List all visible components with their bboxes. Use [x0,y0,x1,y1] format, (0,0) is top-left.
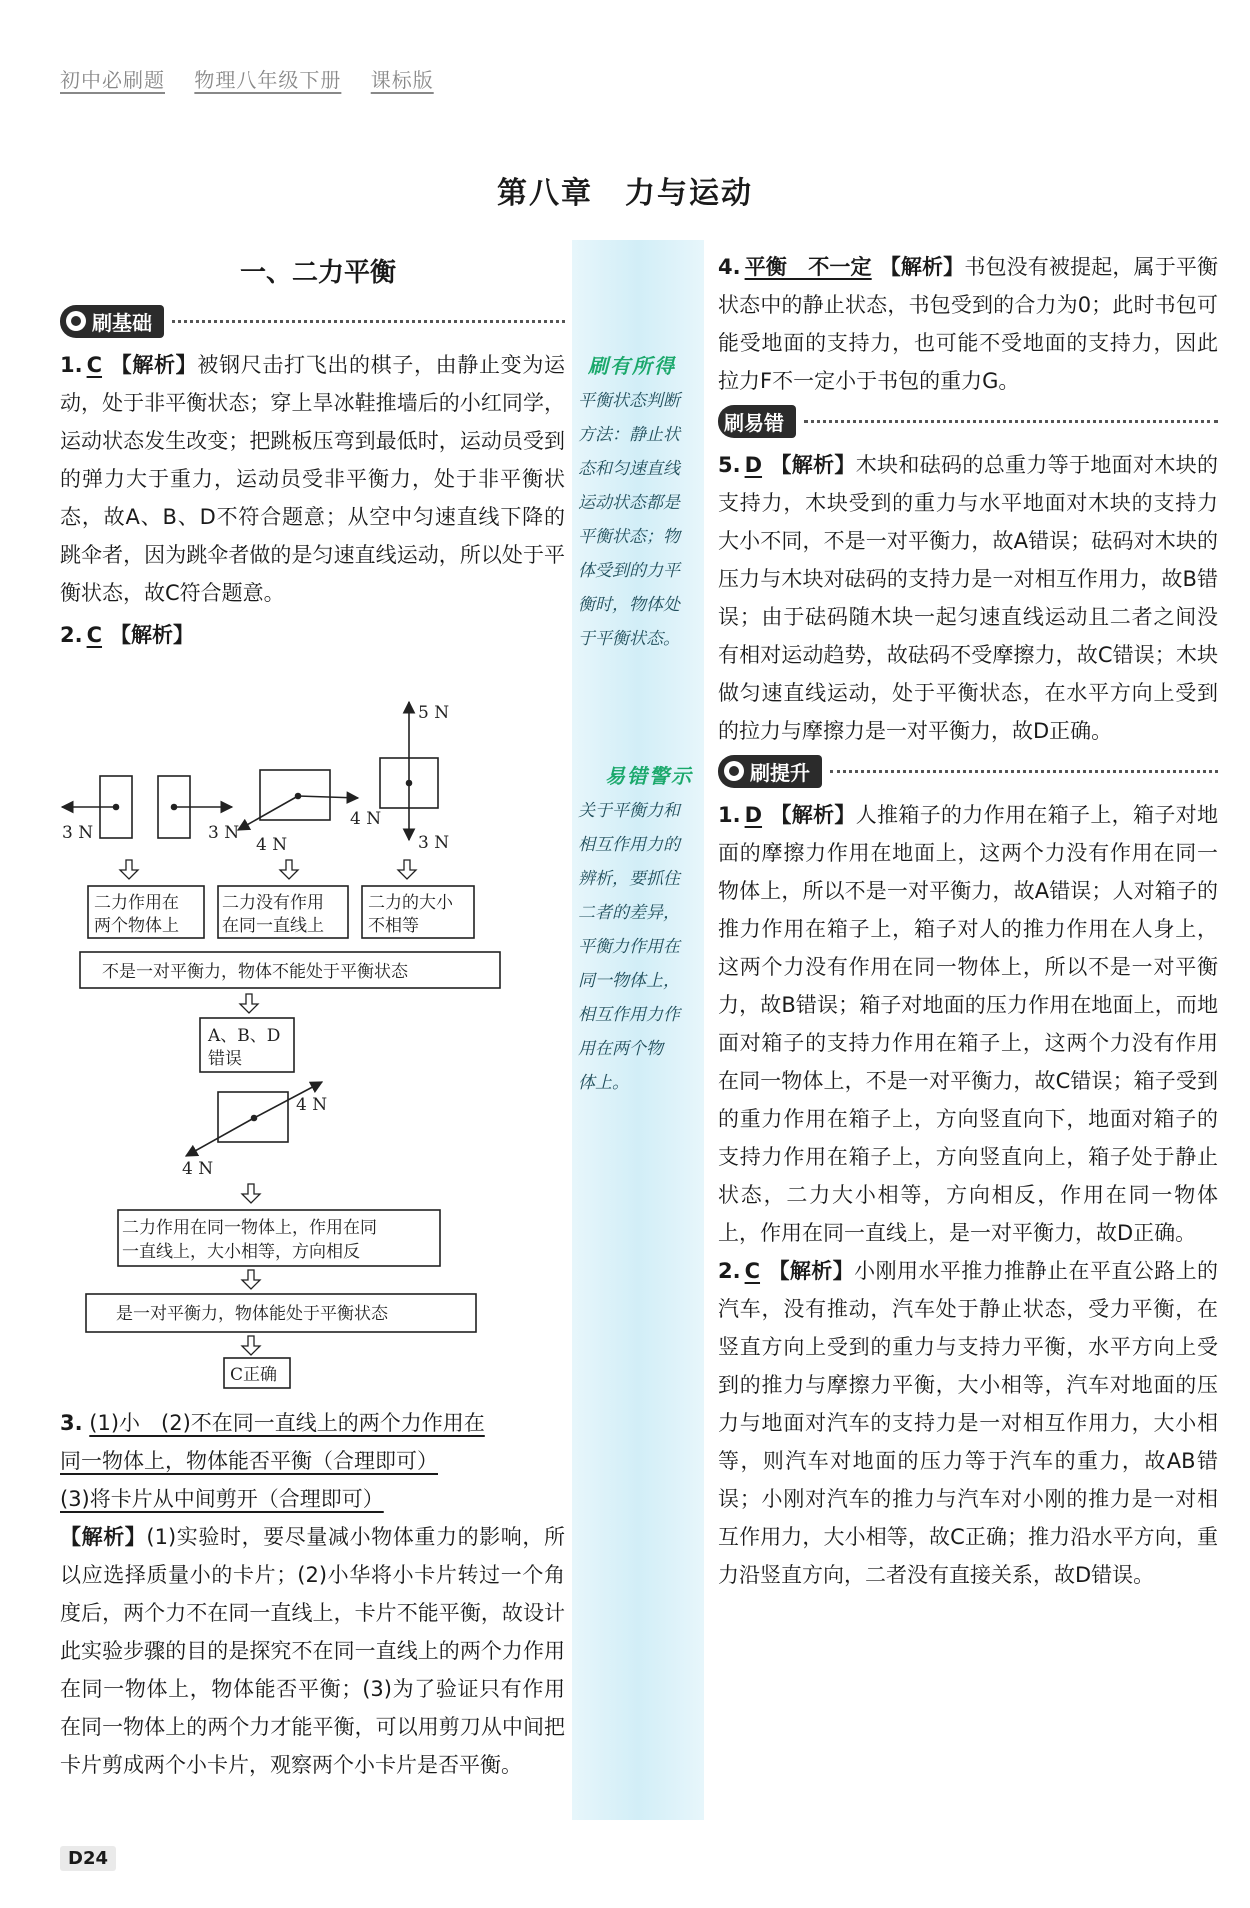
label-3n-down: 3 N [418,833,450,853]
tag-badge-icon [66,311,86,331]
page-number: D24 [60,1846,116,1871]
dotted-divider [804,420,1218,423]
force-analysis-diagram [60,690,560,1410]
advance-question-2: 2. C 【解析】小刚用水平推力推静止在平直公路上的汽车，没有推动，汽车处于静止状态，受力平衡，在竖直方向上受到的重力与支持力平衡，水平方向上受到的推力与摩擦力平衡，大小相等，汽车对地面的压力与地面对汽车的支持力是一对相互作用力，大小相等，则汽车对地面的压力等于汽车的重力，故AB错误；小刚对汽车的推力与汽车对小刚的推力是一对相互作用力，大小相等，故C正确；推力沿水平方向，重力沿竖直方向，二者没有直接关系，故D错误。 [718,1259,1218,1587]
svg-text:是一对平衡力，物体能处于平衡状态: 是一对平衡力，物体能处于平衡状态 [116,1304,388,1324]
svg-text:错误: 错误 [208,1049,242,1069]
svg-text:不是一对平衡力，物体不能处于平衡状态: 不是一对平衡力，物体不能处于平衡状态 [102,962,408,982]
tag-advance-row [718,754,1218,788]
advance-question-1: 1. D 【解析】人推箱子的力作用在箱子上，箱子对地面的摩擦力作用在地面上，这两个力没有作用在同一物体上，所以不是一对平衡力，故A错误；人对箱子的推力作用在箱子上，箱子对人的推力作用在人身上，这两个力没有作用在同一物体上，所以不是一对平衡力，故B错误；箱子对地面的压力作用在地面上，而地面对箱子的支持力作用在箱子上，这两个力没有作用在同一物体上，不是一对平衡力，故C错误；箱子受到的重力作用在箱子上，方向竖直向下，地面对箱子的支持力作用在箱子上，方向竖直向上，箱子处于静止状态，二力大小相等，方向相反，作用在同一物体上，作用在同一直线上，是一对平衡力，故D正确。 [718,803,1219,1245]
left-column [60,300,565,654]
header-edition: 课标版 [370,68,434,92]
tag-basic-row [60,304,565,338]
svg-text:在同一直线上: 在同一直线上 [222,916,324,936]
tag-mistake-row [718,404,1218,438]
svg-text:一直线上，大小相等，方向相反: 一直线上，大小相等，方向相反 [122,1242,360,1262]
label-4n-b: 4 N [350,809,382,829]
label-5n: 5 N [418,703,450,723]
label-3n-right: 3 N [208,823,240,843]
question-4: 4. 平衡 不一定 【解析】书包没有被提起，属于平衡状态中的静止状态，书包受到的合力为0；此时书包可能受地面的支持力，也可能不受地面的支持力，因此拉力F不一定小于书包的重力G。 [718,255,1219,393]
side-title-warning: 易错警示 [605,764,693,788]
question-5: 5. D 【解析】木块和砝码的总重力等于地面对木块的支持力，木块受到的重力与水平地面对木块的支持力大小不同，不是一对平衡力，故A错误；砝码对木块的压力与木块对砝码的支持力是一对相互作用力，故B错误；由于砝码随木块一起匀速直线运动且二者之间没有相对运动趋势，故砝码不受摩擦力，故C错误；木块做匀速直线运动，处于平衡状态，在水平方向上受到的拉力与摩擦力是一对平衡力，故D正确。 [718,453,1219,743]
left-column-lower [60,1404,565,1784]
tag-mistake: 刷易错 [718,405,796,438]
label-4n-a: 4 N [256,835,288,855]
svg-text:二力没有作用: 二力没有作用 [222,893,324,913]
svg-text:不相等: 不相等 [368,916,419,936]
svg-text:二力作用在: 二力作用在 [94,893,179,913]
section-title: 一、二力平衡 [240,258,397,288]
header-subject: 物理八年级下册 [194,68,342,92]
running-header [60,64,456,93]
label-4n-c: 4 N [182,1159,214,1179]
svg-text:A、B、D: A、B、D [208,1026,281,1046]
side-title-gain: 刷有所得 [588,354,676,378]
question-1: 1. C 【解析】被钢尺击打飞出的棋子，由静止变为运动，处于非平衡状态；穿上旱冰鞋推墙后的小红同学，运动状态发生改变；把跳板压弯到最低时，运动员受到的弹力大于重力，运动员受非平衡力，处于非平衡状态，故A、B、D不符合题意；从空中匀速直线下降的跳伞者，因为跳伞者做的是匀速直线运动，所以处于平衡状态，故C符合题意。 [60,353,566,605]
label-3n-left: 3 N [62,823,94,843]
tag-advance: 刷提升 [718,755,822,788]
question-2: 2. C 【解析】 [60,623,195,647]
right-column [718,248,1218,1594]
header-series: 初中必刷题 [60,68,165,92]
svg-text:二力作用在同一物体上，作用在同: 二力作用在同一物体上，作用在同 [122,1218,377,1238]
dotted-divider [830,770,1218,773]
label-4n-d: 4 N [296,1095,328,1115]
svg-text:二力的大小: 二力的大小 [368,893,453,913]
side-note-warning: 关于平衡力和 相互作用力的 辨析，要抓住 二者的差异， 平衡力作用在 同一物体上， 相互作用力作 用在两个物 体上。 [578,801,680,1093]
dotted-divider [172,320,565,323]
side-note-gain: 平衡状态判断 方法：静止状 态和匀速直线 运动状态都是 平衡状态；物 体受到的力平 衡时，物体处 于平衡状态。 [578,391,680,649]
svg-text:两个物体上: 两个物体上 [94,916,179,936]
question-3: 3. (1)小 (2)不在同一直线上的两个力作用在 同一物体上，物体能否平衡（合理即可） (3)将卡片从中间剪开（合理即可） 【解析】(1)实验时，要尽量减小物体重力的影响，所以应选择质量小的卡片；(2)小华将小卡片转过一个角度后，两个力不在同一直线上，卡片不能平衡，故设计此实验步骤的目的是探究不在同一直线上的两个力作用在同一物体上，物体能否平衡；(3)为了验证只有作用在同一物体上的两个力才能平衡，可以用剪刀从中间把卡片剪成两个小卡片，观察两个小卡片是否平衡。 [60,1411,566,1777]
tag-basic: 刷基础 [60,305,164,338]
chapter-title: 第八章 力与运动 [497,176,753,211]
svg-text:C正确: C正确 [230,1365,278,1385]
tag-badge-icon [724,761,744,781]
